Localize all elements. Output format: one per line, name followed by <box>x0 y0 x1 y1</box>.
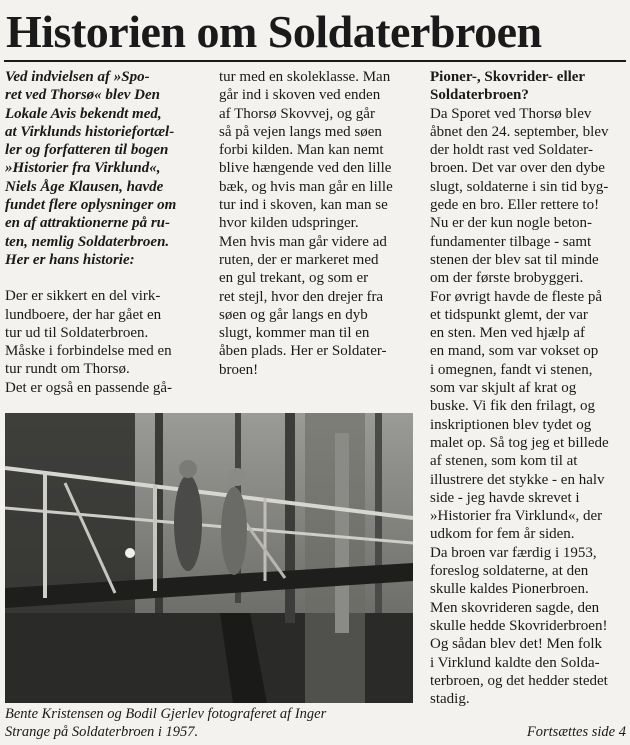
body-paragraph <box>5 287 210 397</box>
body-line: Måske i forbindelse med en <box>5 343 172 360</box>
body-line: åbnet den 24. september, blev <box>430 123 609 140</box>
body-line: så på vejen langs med søen <box>219 123 382 140</box>
body-line: ruten, der er markeret med <box>219 251 379 268</box>
body-line: broen! <box>219 361 259 378</box>
body-line: Der er sikkert en del virk- <box>5 288 161 305</box>
headline-rule <box>4 60 626 62</box>
body-line: »Historier fra Virklund«, der <box>430 508 603 525</box>
subheading-line: Soldaterbroen? <box>430 87 529 104</box>
body-line: åben plads. Her er Soldater- <box>219 343 387 360</box>
body-line: i Virklund kaldte den Solda- <box>430 654 600 671</box>
column-2 <box>219 68 419 379</box>
body-line: inskriptionen blev tydet og <box>430 416 592 433</box>
body-line: forbi kilden. Man kan nemt <box>219 142 384 159</box>
body-line: Og sådan blev det! Men folk <box>430 636 603 653</box>
body-line: udkom for fem år siden. <box>430 526 575 543</box>
bridge-photo-illustration <box>5 413 413 703</box>
body-line: en gul trekant, og som er <box>219 270 369 287</box>
body-line: slugt, kommer man til en <box>219 325 370 342</box>
lead-line: ret ved Thorsø« blev Den <box>5 87 160 104</box>
lead-line: Niels Åge Klausen, havde <box>5 178 164 195</box>
body-line: søen og går langs en dyb <box>219 306 368 323</box>
lead-paragraph <box>5 68 210 269</box>
lead-line: Her er hans historie: <box>5 251 135 268</box>
body-line: hvor kilden udspringer. <box>219 215 359 232</box>
column-3 <box>430 68 628 708</box>
body-line: For øvrigt havde de fleste på <box>430 288 603 305</box>
body-line: broen. Det var over den dybe <box>430 160 605 177</box>
lead-line: at Virklunds historiefortæl- <box>5 123 175 140</box>
body-line: lundboere, der har gået en <box>5 306 162 323</box>
body-line: en mand, som var vokset op <box>430 343 599 360</box>
caption-line: Bente Kristensen og Bodil Gjerlev fotograferet af Inger <box>5 706 327 722</box>
body-line: foreslog soldaterne, at den <box>430 563 589 580</box>
lead-line: fundet flere oplysninger om <box>5 197 177 214</box>
body-line: tur ind i skoven, kan man se <box>219 197 388 214</box>
body-line: Men hvis man går videre ad <box>219 233 387 250</box>
body-line: Nu er der kun nogle beton- <box>430 215 593 232</box>
body-line: bæk, og hvis man går en lille <box>219 178 393 195</box>
body-line: ret stejl, hvor den drejer fra <box>219 288 384 305</box>
body-line: buske. Vi fik den frilagt, og <box>430 398 596 415</box>
body-line: Da broen var færdig i 1953, <box>430 544 597 561</box>
body-line: Da Sporet ved Thorsø blev <box>430 105 592 122</box>
lead-line: en af attraktionerne på ru- <box>5 215 171 232</box>
body-line: illustrere det stykke - en halv <box>430 471 605 488</box>
body-line: Men skovrideren sagde, den <box>430 599 600 616</box>
body-line: om der første brobyggeri. <box>430 270 584 287</box>
body-line: der holdt rast ved Soldater- <box>430 142 593 159</box>
body-line: tur med en skoleklasse. Man <box>219 69 391 85</box>
caption-line: Strange på Soldaterbroen i 1957. <box>5 724 199 740</box>
body-line: i omegnen, fandt vi stenen, <box>430 361 593 378</box>
body-line: som var skjult af krat og <box>430 380 577 397</box>
continued-note: Fortsættes side 4 <box>526 724 626 740</box>
subheading-line: Pioner-, Skovrider- eller <box>430 69 586 85</box>
body-line: blive hængende ved den lille <box>219 160 392 177</box>
body-line: malet op. Så tog jeg et billede <box>430 434 609 451</box>
lead-line: »Historier fra Virklund«, <box>5 160 161 177</box>
body-line: gede en bro. Eller rettere to! <box>430 197 600 214</box>
body-line: skulle kaldes Pionerbroen. <box>430 581 589 598</box>
bridge-photo <box>5 413 413 703</box>
body-line: af Thorsø Skovvej, og går <box>219 105 375 122</box>
body-line: et tidspunkt glemt, der var <box>430 306 588 323</box>
body-line: går ind i skoven ved enden <box>219 87 381 104</box>
body-line: slugt, soldaterne i sin tid byg- <box>430 178 609 195</box>
lead-line: ler og forfatteren til bogen <box>5 142 169 159</box>
body-line: skulle hedde Skovriderbroen! <box>430 617 608 634</box>
column-1 <box>5 68 210 397</box>
body-line: Det er også en passende gå- <box>5 379 173 396</box>
subheading <box>430 68 628 105</box>
body-line: fundamenter tilbage - samt <box>430 233 592 250</box>
photo-caption <box>5 705 417 741</box>
body-line: stadig. <box>430 691 470 708</box>
body-line: terbroen, og det hedder stedet <box>430 672 608 689</box>
body-line: en sten. Men ved hjælp af <box>430 325 585 342</box>
lead-line: ten, nemlig Soldaterbroen. <box>5 233 170 250</box>
body-line: stenen der blev sat til minde <box>430 251 599 268</box>
body-line: tur rundt om Thorsø. <box>5 361 130 378</box>
lead-line: Ved indvielsen af »Spo- <box>5 69 150 85</box>
headline: Historien om Soldaterbroen <box>6 6 542 57</box>
lead-line: Lokale Avis bekendt med, <box>5 105 162 122</box>
body-line: side - jeg havde skrevet i <box>430 489 580 506</box>
body-line: af stenen, som kom til at <box>430 453 578 470</box>
body-line: tur ud til Soldaterbroen. <box>5 324 149 341</box>
